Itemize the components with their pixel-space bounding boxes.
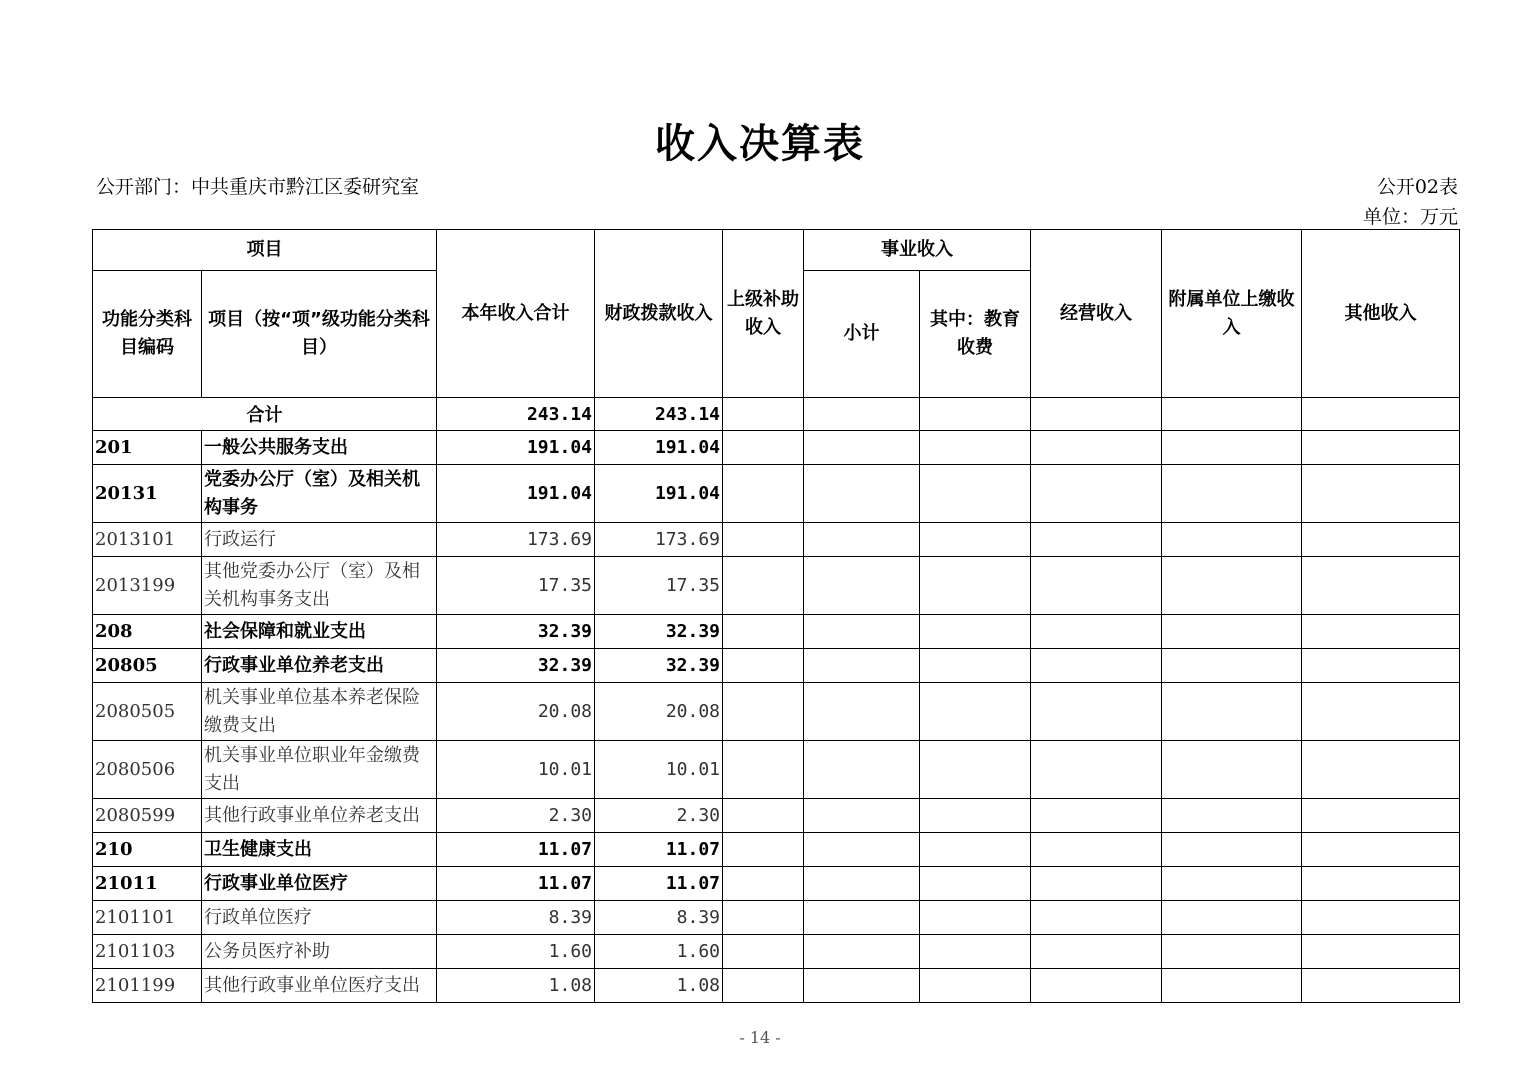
- row-name: 行政单位医疗: [202, 901, 437, 935]
- row-code: 208: [93, 615, 202, 649]
- total-label: 合计: [93, 398, 437, 431]
- header-total-income: 本年收入合计: [437, 230, 595, 398]
- row-total: 173.69: [437, 523, 595, 557]
- table-row: [93, 935, 1460, 969]
- row-total: 17.35: [437, 557, 595, 615]
- row-name: 公务员医疗补助: [202, 935, 437, 969]
- table-row: [93, 523, 1460, 557]
- row-code: 20131: [93, 465, 202, 523]
- row-total: 191.04: [437, 465, 595, 523]
- row-fiscal: 2.30: [595, 799, 723, 833]
- row-code: 2101199: [93, 969, 202, 1003]
- row-total: 20.08: [437, 683, 595, 741]
- row-fiscal: 191.04: [595, 465, 723, 523]
- row-code: 210: [93, 833, 202, 867]
- row-name: 机关事业单位基本养老保险缴费支出: [202, 683, 437, 741]
- total-fiscal-cell: 243.14: [595, 398, 723, 431]
- table-row: [93, 901, 1460, 935]
- row-name: 其他行政事业单位医疗支出: [202, 969, 437, 1003]
- table-row: [93, 799, 1460, 833]
- header-education: 其中：教育收费: [920, 271, 1031, 398]
- header-other: 其他收入: [1302, 230, 1460, 398]
- row-fiscal: 11.07: [595, 867, 723, 901]
- row-name: 行政事业单位医疗: [202, 867, 437, 901]
- table-meta: [1363, 172, 1458, 232]
- header-item: 项目（按“项”级功能分类科目）: [202, 271, 437, 398]
- row-fiscal: 173.69: [595, 523, 723, 557]
- row-code: 21011: [93, 867, 202, 901]
- header-operating: 经营收入: [1031, 230, 1162, 398]
- table-row: [93, 969, 1460, 1003]
- row-fiscal: 1.60: [595, 935, 723, 969]
- table-row: [93, 465, 1460, 523]
- header-superior: 上级补助收入: [723, 230, 804, 398]
- unit-label: 单位：万元: [1362, 206, 1458, 228]
- row-total: 1.08: [437, 969, 595, 1003]
- row-total: 2.30: [437, 799, 595, 833]
- header-affiliated: 附属单位上缴收入: [1162, 230, 1302, 398]
- row-total: 8.39: [437, 901, 595, 935]
- row-fiscal: 11.07: [595, 833, 723, 867]
- row-name: 行政事业单位养老支出: [202, 649, 437, 683]
- row-fiscal: 1.08: [595, 969, 723, 1003]
- row-total: 1.60: [437, 935, 595, 969]
- row-name: 社会保障和就业支出: [202, 615, 437, 649]
- row-total: 10.01: [437, 741, 595, 799]
- row-total: 32.39: [437, 615, 595, 649]
- row-fiscal: 10.01: [595, 741, 723, 799]
- row-fiscal: 191.04: [595, 431, 723, 465]
- table-row: [93, 649, 1460, 683]
- table-row: [93, 557, 1460, 615]
- header-business: 事业收入: [804, 230, 1031, 271]
- row-code: 2080599: [93, 799, 202, 833]
- table-row: [93, 431, 1460, 465]
- table-row: [93, 741, 1460, 799]
- header-code: 功能分类科目编码: [93, 271, 202, 398]
- total-row: [93, 398, 1460, 431]
- page-number: - 14 -: [739, 1028, 781, 1047]
- row-fiscal: 17.35: [595, 557, 723, 615]
- row-name: 卫生健康支出: [202, 833, 437, 867]
- header-fiscal: 财政拨款收入: [595, 230, 723, 398]
- header-project: 项目: [93, 230, 437, 271]
- header-subtotal: 小计: [804, 271, 920, 398]
- income-table: [92, 229, 1460, 1003]
- table-row: [93, 833, 1460, 867]
- row-code: 201: [93, 431, 202, 465]
- row-code: 2101103: [93, 935, 202, 969]
- row-code: 2101101: [93, 901, 202, 935]
- row-name: 其他行政事业单位养老支出: [202, 799, 437, 833]
- row-code: 2013101: [93, 523, 202, 557]
- row-fiscal: 32.39: [595, 649, 723, 683]
- row-fiscal: 32.39: [595, 615, 723, 649]
- row-name: 行政运行: [202, 523, 437, 557]
- row-code: 2080505: [93, 683, 202, 741]
- page-title: 收入决算表: [655, 121, 865, 167]
- department-label: 公开部门：中共重庆市黔江区委研究室: [96, 176, 420, 198]
- row-code: 20805: [93, 649, 202, 683]
- row-name: 机关事业单位职业年金缴费支出: [202, 741, 437, 799]
- table-row: [93, 683, 1460, 741]
- row-name: 党委办公厅（室）及相关机构事务: [202, 465, 437, 523]
- row-total: 11.07: [437, 867, 595, 901]
- table-number: 公开02表: [1376, 176, 1458, 198]
- row-name: 其他党委办公厅（室）及相关机构事务支出: [202, 557, 437, 615]
- total-income-cell: 243.14: [437, 398, 595, 431]
- row-total: 32.39: [437, 649, 595, 683]
- row-code: 2013199: [93, 557, 202, 615]
- row-total: 11.07: [437, 833, 595, 867]
- row-name: 一般公共服务支出: [202, 431, 437, 465]
- table-row: [93, 867, 1460, 901]
- row-fiscal: 8.39: [595, 901, 723, 935]
- row-fiscal: 20.08: [595, 683, 723, 741]
- row-total: 191.04: [437, 431, 595, 465]
- table-row: [93, 615, 1460, 649]
- row-code: 2080506: [93, 741, 202, 799]
